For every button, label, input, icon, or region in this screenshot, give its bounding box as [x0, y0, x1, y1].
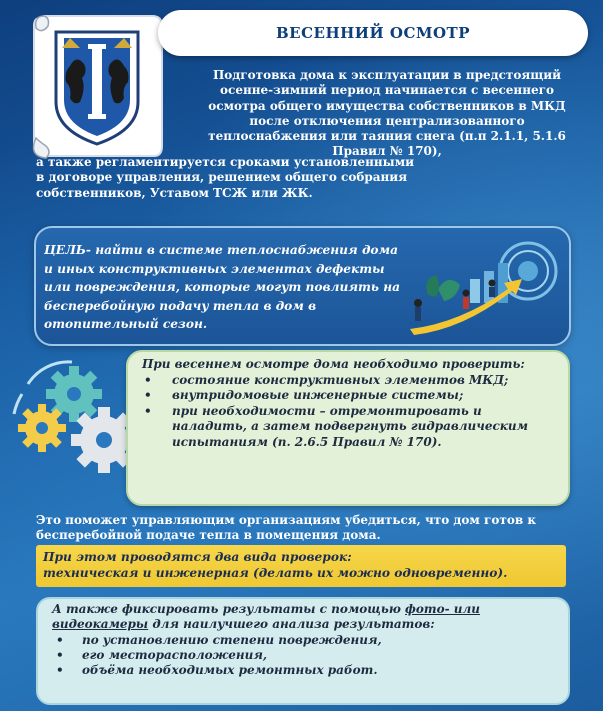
- photo-video-link[interactable]: фото- или видеокамеры: [52, 602, 480, 632]
- check-heading: При весеннем осмотре дома необходимо проверить:: [142, 357, 525, 371]
- inspection-types-text: [43, 549, 563, 581]
- check-list: [142, 373, 557, 451]
- coat-of-arms-icon: [22, 6, 172, 166]
- inspection-types-line2: техническая и инженерная (делать их можно одновременно).: [43, 566, 508, 580]
- photo-content: [52, 602, 557, 678]
- goal-text: ЦЕЛЬ- найти в системе теплоснабжения дома и иных конструктивных элементах дефекты или повреждения, которые могут повлиять на бесперебойную подачу тепла в дом в отопительный сезон.: [44, 243, 400, 331]
- title-banner: [158, 10, 588, 56]
- list-item: • по установлению степени повреждения,: [82, 633, 557, 648]
- list-item: • состояние конструктивных элементов МКД;: [172, 373, 557, 389]
- list-item: • при необходимости – отремонтировать и наладить, а затем подвергнуть гидравлическим испытаниям (п. 2.6.5 Правил № 170).: [172, 404, 557, 451]
- intro-paragraph-part1: Подготовка дома к эксплуатации в предстоящий осенне-зимний период начинается с весеннего осмотра общего имущества собственников в МКД после отключения централизованного теплоснабжения или таяния снега (п.п 2.1.1, 5.1.6 Правил № 170),: [208, 68, 566, 159]
- inspection-types-line1: При этом проводятся два вида проверок:: [43, 550, 352, 564]
- photo-heading: [52, 602, 557, 633]
- intro-paragraph-part2: а также регламентируется сроками установленными в договоре управления, решением общего собрания собственников, Уставом ТСЖ или ЖК.: [36, 155, 415, 200]
- photo-list: [52, 633, 557, 679]
- photo-heading-part1: А также фиксировать результаты с помощью: [52, 602, 406, 616]
- list-item: • внутридомовые инженерные системы;: [172, 388, 557, 404]
- photo-heading-part2: для наилучшего анализа результатов:: [148, 617, 435, 632]
- growth-arrow-illustration: [400, 233, 560, 337]
- list-item: • его месторасположения,: [82, 648, 557, 663]
- page-title: ВЕСЕННИЙ ОСМОТР: [275, 24, 470, 42]
- list-item: • объёма необходимых ремонтных работ.: [82, 663, 557, 678]
- help-text: Это поможет управляющим организациям убедиться, что дом готов к бесперебойной подаче тепла в помещения дома.: [36, 513, 537, 543]
- check-content: [142, 357, 557, 450]
